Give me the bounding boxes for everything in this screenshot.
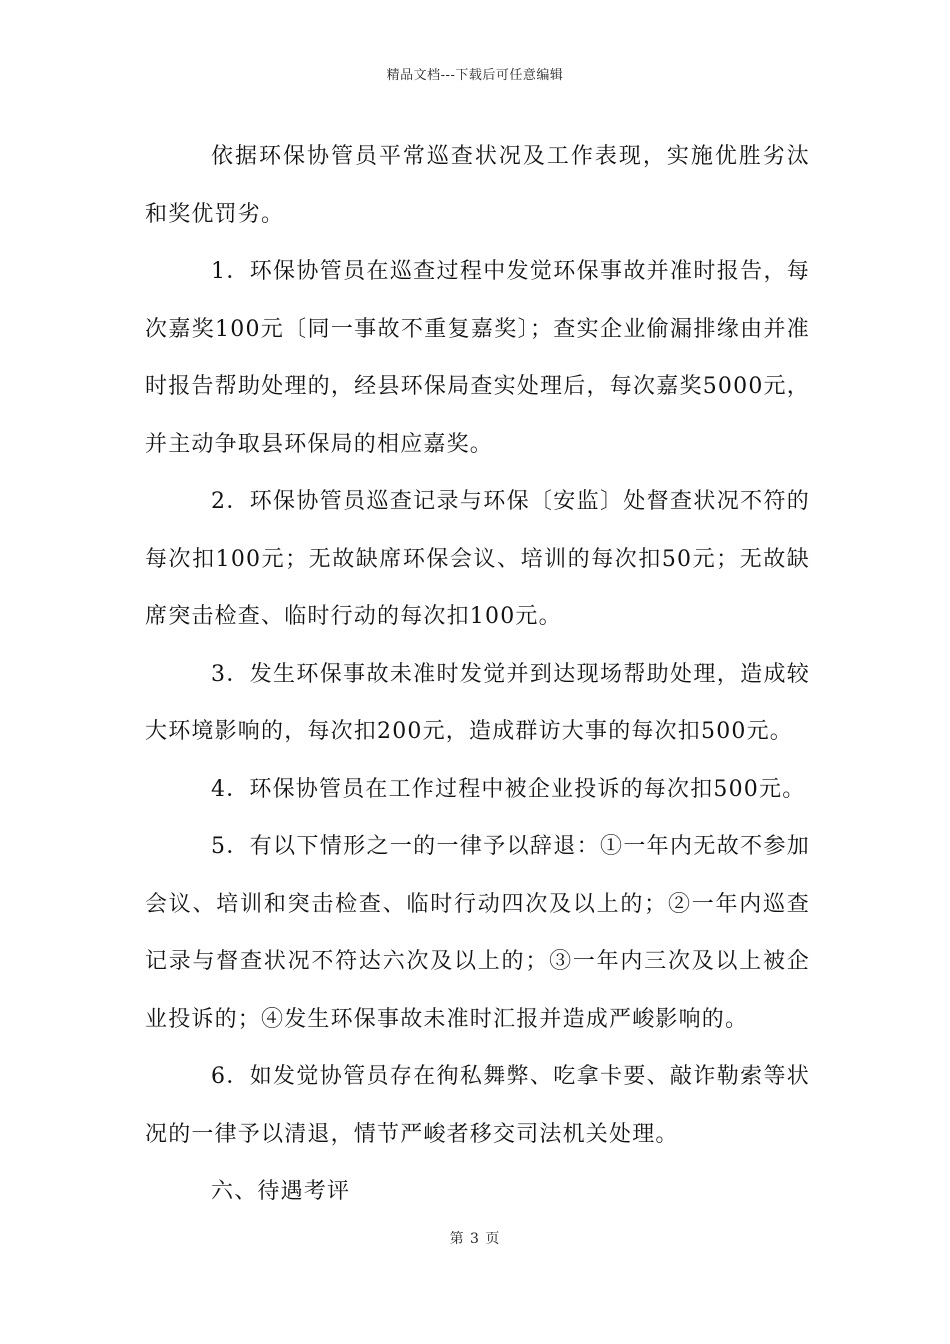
paragraph-item-1: 1．环保协管员在巡查过程中发觉环保事故并准时报告，每次嘉奖100元〔同一事故不重复嘉奖〕；查实企业偷漏排缘由并准时报告帮助处理的，经县环保局查实处理后，每次嘉奖5000元，并主动争取县环保局的相应嘉奖。 <box>145 259 810 457</box>
paragraph-item-4: 4．环保协管员在工作过程中被企业投诉的每次扣500元。 <box>211 776 806 802</box>
paragraph-intro: 依据环保协管员平常巡查状况及工作表现，实施优胜劣汰和奖优罚劣。 <box>145 144 810 227</box>
document-body <box>145 128 810 1221</box>
paragraph-item-5: 5．有以下情形之一的一律予以辞退：①一年内无故不参加会议、培训和突击检查、临时行动四次及以上的；②一年内巡查记录与督查状况不符达六次及以上的；③一年内三次及以上被企业投诉的；④发生环保事故未准时汇报并造成严峻影响的。 <box>145 834 810 1032</box>
paragraph-item-6: 6．如发觉协管员存在徇私舞弊、吃拿卡要、敲诈勒索等状况的一律予以清退，情节严峻者移交司法机关处理。 <box>145 1064 810 1147</box>
section-heading: 六、待遇考评 <box>211 1179 351 1204</box>
page-number: 第 3 页 <box>449 1231 501 1247</box>
paragraph-item-3: 3．发生环保事故未准时发觉并到达现场帮助处理，造成较大环境影响的，每次扣200元，造成群访大事的每次扣500元。 <box>145 661 810 744</box>
page-header: 精品文档---下载后可任意编辑 <box>386 68 564 83</box>
paragraph-item-2: 2．环保协管员巡查记录与环保〔安监〕处督查状况不符的每次扣100元；无故缺席环保会议、培训的每次扣50元；无故缺席突击检查、临时行动的每次扣100元。 <box>145 489 810 629</box>
